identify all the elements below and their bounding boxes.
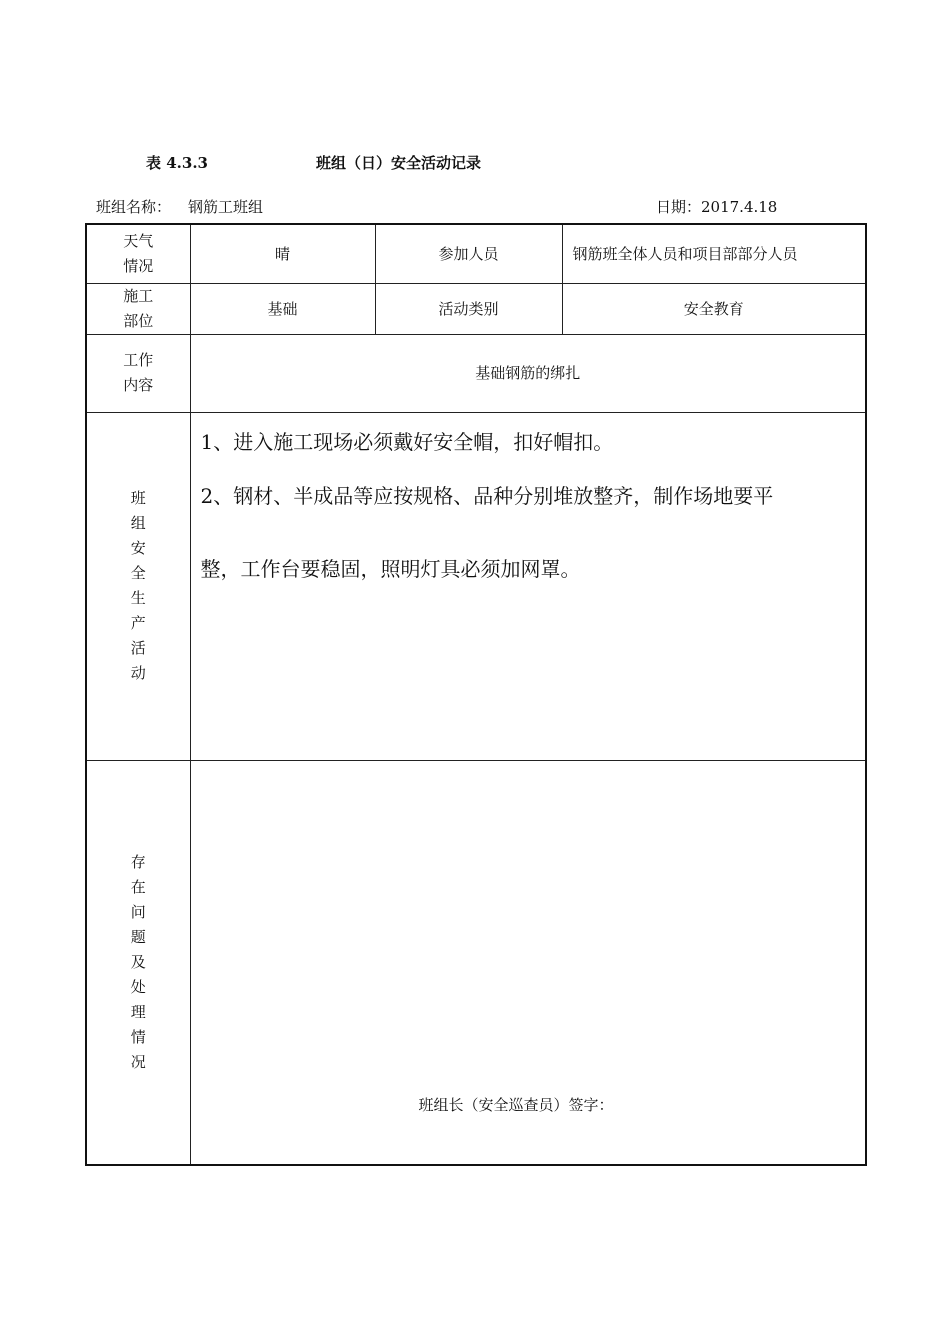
table-row xyxy=(86,760,866,1165)
safety-item: 1、进入施工现场必须戴好安全帽，扣好帽扣。 xyxy=(200,429,614,454)
safety-label-char: 活 xyxy=(130,639,146,657)
problems-label-char: 存 xyxy=(130,852,146,871)
safety-item-continuation: 整，工作台要稳固，照明灯具必须加网罩。 xyxy=(200,556,581,581)
participants-value: 钢筋班全体人员和项目部部分人员 xyxy=(562,224,866,283)
location-value: 基础 xyxy=(190,283,375,334)
safety-label-char: 动 xyxy=(130,664,146,682)
safety-activity-table xyxy=(85,223,867,1166)
participants-label: 参加人员 xyxy=(375,224,562,283)
safety-label-char: 组 xyxy=(130,514,146,532)
safety-activity-label-cell xyxy=(86,412,190,760)
activity-type-label: 活动类别 xyxy=(375,283,562,334)
table-row xyxy=(86,283,866,334)
problems-label-char: 理 xyxy=(130,1002,146,1021)
safety-activity-content xyxy=(190,412,866,760)
activity-type-value: 安全教育 xyxy=(562,283,866,334)
work-label-line: 内容 xyxy=(123,376,154,394)
location-label-line: 施工 xyxy=(123,286,154,305)
safety-label-char: 班 xyxy=(130,489,146,507)
safety-item: 2、钢材、半成品等应按规格、品种分别堆放整齐，制作场地要平 xyxy=(200,483,774,508)
weather-value: 晴 xyxy=(190,224,375,283)
safety-label-char: 安 xyxy=(130,539,146,557)
weather-label-line: 情况 xyxy=(123,256,154,275)
table-row xyxy=(86,412,866,760)
problems-label-char: 及 xyxy=(130,952,146,971)
safety-label-char: 产 xyxy=(130,614,146,632)
table-row xyxy=(86,334,866,412)
team-name-value: 钢筋工班组 xyxy=(188,198,264,216)
location-label-line: 部位 xyxy=(123,311,154,330)
problems-label-char: 况 xyxy=(130,1052,146,1071)
problems-content xyxy=(190,760,866,1165)
problems-label-char: 题 xyxy=(130,927,146,946)
problems-label-char: 处 xyxy=(130,977,146,996)
safety-label-char: 生 xyxy=(130,589,146,607)
record-date: 日期：2017.4.18 xyxy=(656,198,778,216)
signature-label: 班组长（安全巡查员）签字： xyxy=(418,1095,614,1114)
table-number: 表 4.3.3 xyxy=(146,154,208,172)
work-label-line: 工作 xyxy=(123,351,154,369)
problems-label-char: 情 xyxy=(130,1027,146,1046)
location-label-cell xyxy=(86,283,190,334)
document-title: 班组（日）安全活动记录 xyxy=(316,154,482,172)
work-content-value: 基础钢筋的绑扎 xyxy=(190,334,866,412)
weather-label-cell xyxy=(86,224,190,283)
safety-label-char: 全 xyxy=(130,564,146,582)
work-label-cell xyxy=(86,334,190,412)
table-row xyxy=(86,224,866,283)
problems-label-char: 问 xyxy=(130,902,146,921)
problems-label-char: 在 xyxy=(130,877,146,896)
problems-label-cell xyxy=(86,760,190,1165)
weather-label-line: 天气 xyxy=(123,231,154,250)
team-name-label: 班组名称： xyxy=(96,198,172,216)
